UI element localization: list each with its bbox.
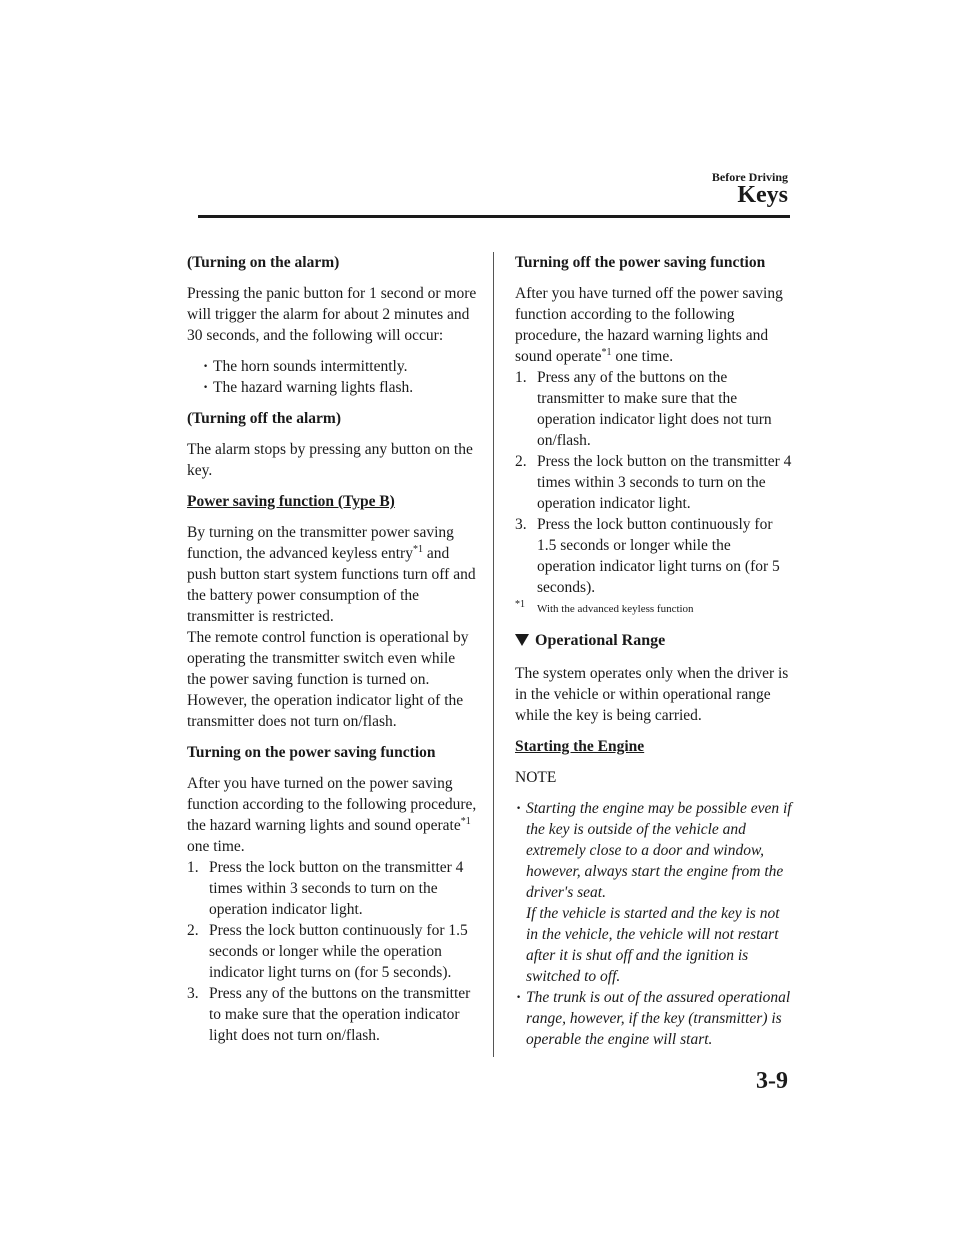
footnote: $^{*1}$ With the advanced keyless function: [515, 599, 694, 615]
alarm-bullet-list: [187, 356, 477, 398]
list-item: 1. Press any of the buttons on the transmitter to make sure that the operation indicator light does not turn on/flash.: [515, 369, 772, 449]
list-item: 3. Press the lock button continuously for 1.5 seconds or longer while the operation indicator light turns on (for 5 seconds).: [515, 516, 780, 596]
triangle-down-icon: [515, 634, 529, 646]
page-title: Keys: [737, 182, 788, 208]
power-saving-text-2: The remote control function is operational by operating the transmitter switch even while the power saving function is turned on. However, the operation indicator light of the transmitter does not turn on/flash.: [187, 629, 469, 730]
list-item: · The trunk is out of the assured operational range, however, if the key (transmitter) is operable the engine will start.: [515, 987, 793, 1050]
starting-engine-heading: Starting the Engine: [515, 738, 645, 755]
column-divider: [493, 252, 494, 1057]
page-number: 3-9: [756, 1068, 788, 1094]
header-section: Before Driving: [711, 170, 788, 184]
footnote-mark: *1: [515, 599, 525, 611]
note-list: [515, 798, 793, 1050]
turning-off-power-saving-heading: Turning off the power saving function: [515, 254, 766, 271]
turning-off-alarm-text: The alarm stops by pressing any button on the key.: [187, 441, 473, 479]
power-saving-on-steps: [187, 857, 477, 1046]
power-saving-text: By turning on the transmitter power saving function, the advanced keyless entry$^{*1}$ and push button start system functions turn off and the battery power consumption of the transmitter is restricted.: [187, 524, 476, 625]
power-saving-off-steps: [515, 367, 793, 598]
turning-on-power-saving-text: After you have turned on the power saving function according to the following procedure, the hazard warning lights and sound operate$^{*1}$ one time.: [187, 775, 477, 855]
header-rule: [198, 215, 790, 218]
list-item: 1. Press the lock button on the transmitter 4 times within 3 seconds to turn on the operation indicator light.: [187, 859, 464, 918]
list-item: · The hazard warning lights flash.: [187, 377, 477, 398]
footnote-ref: *1: [601, 346, 612, 358]
list-item: 3. Press any of the buttons on the transmitter to make sure that the operation indicator light does not turn on/flash.: [187, 985, 471, 1044]
list-item: · Starting the engine may be possible even if the key is outside of the vehicle and extremely close to a door and window, however, always start the engine from the driver's seat. If the vehicle is started and the key is not in the vehicle, the vehicle will not restart after it is shut off and the ignition is switched to off.: [515, 798, 793, 987]
power-saving-heading: Power saving function (Type B): [187, 493, 395, 510]
turning-on-alarm-heading: (Turning on the alarm): [187, 254, 340, 271]
footnote-ref: *1: [460, 815, 471, 827]
note-label: NOTE: [515, 769, 557, 786]
turning-on-power-saving-heading: Turning on the power saving function: [187, 744, 436, 761]
left-column: [187, 252, 477, 1054]
operational-range-text: The system operates only when the driver is in the vehicle or within operational range while the key is being carried.: [515, 665, 789, 724]
list-item: 2. Press the lock button on the transmitter 4 times within 3 seconds to turn on the operation indicator light.: [515, 453, 792, 512]
note-extra: If the vehicle is started and the key is not in the vehicle, the vehicle will not restart after it is shut off and the ignition is switched to off.: [526, 905, 780, 985]
operational-range-heading: Operational Range: [515, 630, 793, 651]
right-column: [515, 252, 793, 1050]
footnote-ref: *1: [412, 543, 423, 555]
turning-off-power-saving-text: After you have turned off the power saving function according to the following procedure, the hazard warning lights and sound operate$^{*1}$ one time.: [515, 285, 783, 365]
list-item: 2. Press the lock button continuously for 1.5 seconds or longer while the operation indicator light turns on (for 5 seconds).: [187, 922, 468, 981]
turning-on-alarm-text: Pressing the panic button for 1 second or more will trigger the alarm for about 2 minutes and 30 seconds, and the following will occur:: [187, 285, 477, 344]
list-item: · The horn sounds intermittently.: [187, 356, 477, 377]
turning-off-alarm-heading: (Turning off the alarm): [187, 410, 341, 427]
